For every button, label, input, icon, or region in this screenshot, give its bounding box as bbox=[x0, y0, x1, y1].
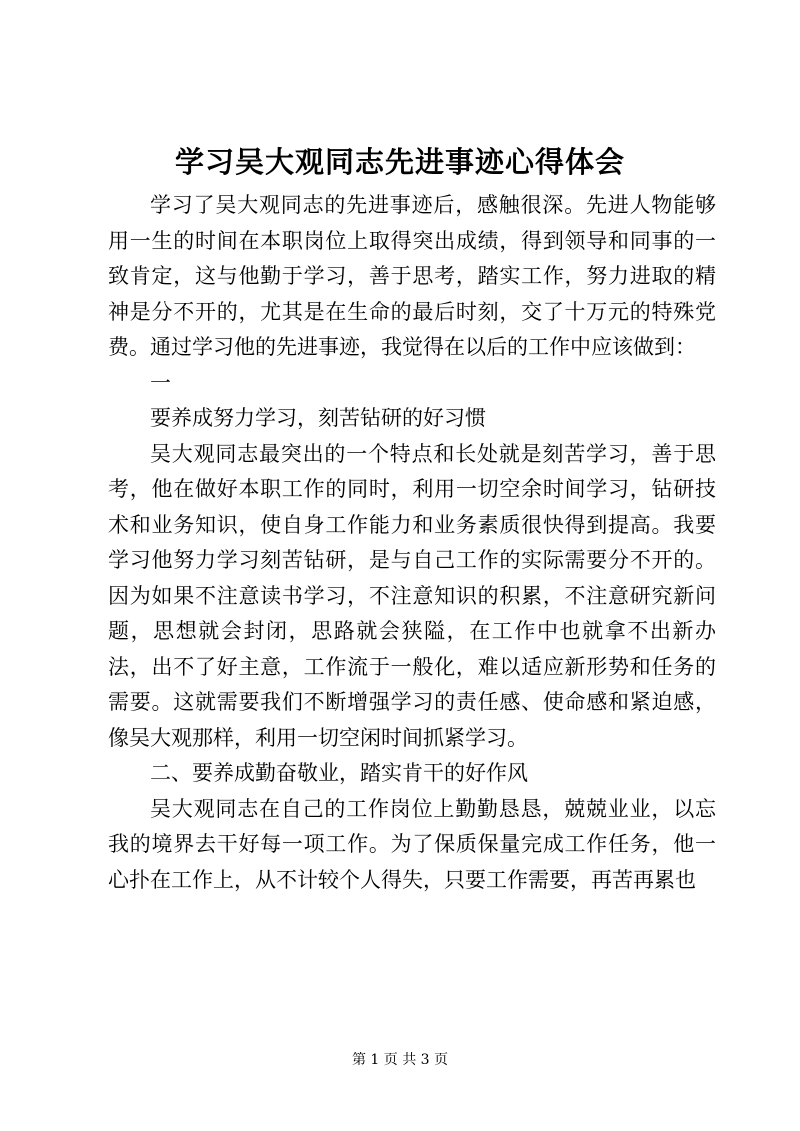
paragraph-diligence: 吴大观同志在自己的工作岗位上勤勤恳恳，兢兢业业，以忘我的境界去干好每一项工作。为了保质保量完成工作任务，他一心扑在工作上，从不计较个人得失，只要工作需要，再苦再累也 bbox=[108, 796, 716, 892]
paragraph-study: 吴大观同志最突出的一个特点和长处就是刻苦学习，善于思考，他在做好本职工作的同时，利用一切空余时间学习，钻研技术和业务知识，使自身工作能力和业务素质很快得到提高。我要学习他努力学习刻苦钻研，是与自己工作的实际需要分不开的。因为如果不注意读书学习，不注意知识的积累，不注意研究新问题，思想就会封闭，思路就会狭隘，在工作中也就拿不出新办法，出不了好主意，工作流于一般化，难以适应新形势和任务的需要。这就需要我们不断增强学习的责任感、使命感和紧迫感，像吴大观那样，利用一切空闲时间抓紧学习。 bbox=[108, 441, 716, 750]
heading-two: 二、要养成勤奋敬业，踏实肯干的好作风 bbox=[150, 761, 528, 785]
document-body bbox=[108, 188, 716, 898]
document-title: 学习吴大观同志先进事迹心得体会 bbox=[174, 145, 625, 179]
paragraph-number-one: 一 bbox=[150, 370, 171, 395]
paragraph-intro: 学习了吴大观同志的先进事迹后，感触很深。先进人物能够用一生的时间在本职岗位上取得突出成绩，得到领导和同事的一致肯定，这与他勤于学习，善于思考，踏实工作，努力进取的精神是分不开的，尤其是在生命的最后时刻，交了十万元的特殊党费。通过学习他的先进事迹，我觉得在以后的工作中应该做到： bbox=[108, 193, 716, 359]
heading-one: 要养成努力学习，刻苦钻研的好习惯 bbox=[150, 406, 486, 430]
page-number: 第 1 页 共 3 页 bbox=[351, 1052, 449, 1068]
